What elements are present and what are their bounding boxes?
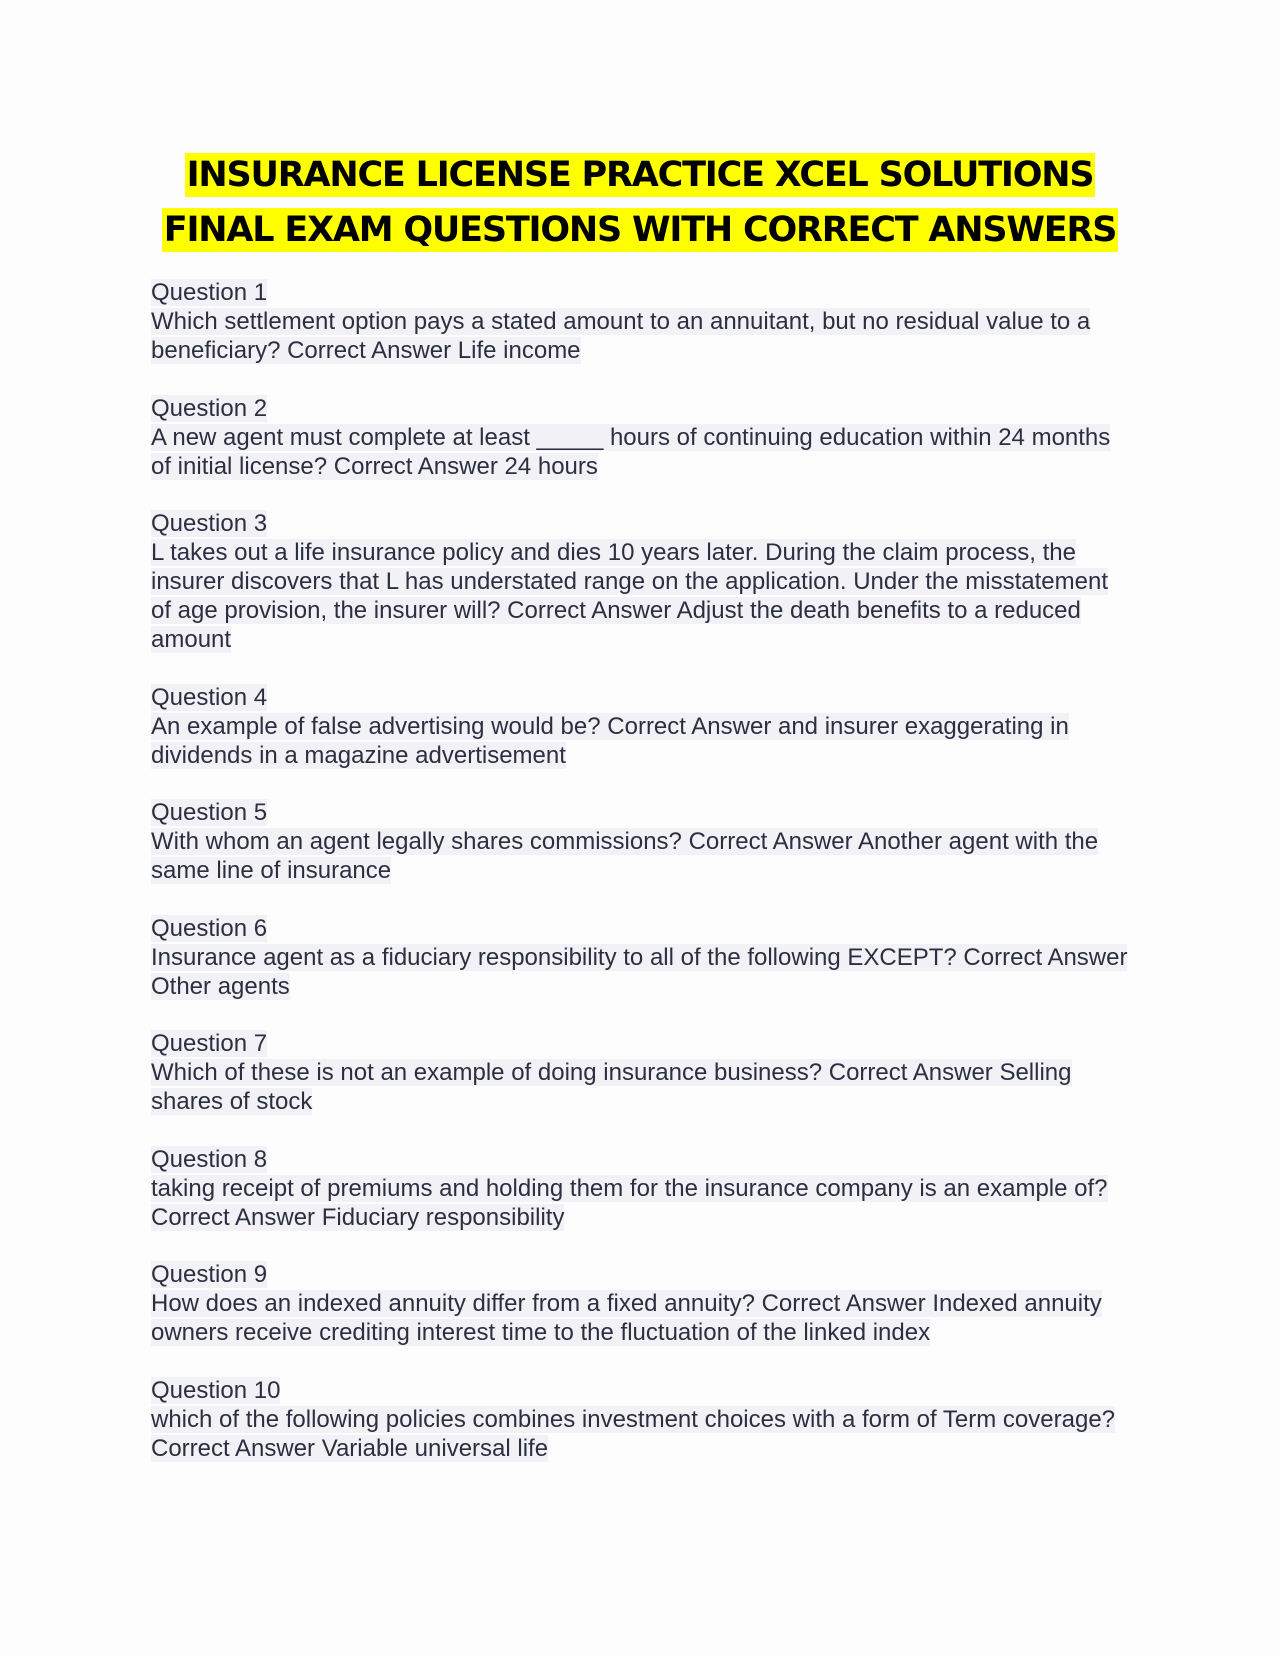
question-label: Question 2 bbox=[151, 394, 268, 422]
question-text: which of the following policies combines investment choices with a form of Term coverage? Correct Answer Variable universal life bbox=[151, 1405, 1116, 1462]
question-label: Question 6 bbox=[151, 914, 268, 942]
question-text: Insurance agent as a fiduciary responsibility to all of the following EXCEPT? Correct Answer Other agents bbox=[151, 943, 1128, 1000]
question-item-2 bbox=[151, 394, 1131, 481]
document-title: INSURANCE LICENSE PRACTICE XCEL SOLUTIONS FINAL EXAM QUESTIONS WITH CORRECT ANSWERS bbox=[163, 155, 1117, 250]
question-list bbox=[151, 278, 1131, 1491]
question-label: Question 8 bbox=[151, 1145, 268, 1173]
question-item-6 bbox=[151, 914, 1131, 1001]
question-text: How does an indexed annuity differ from a fixed annuity? Correct Answer Indexed annuity owners receive crediting interest time to the fluctuation of the linked index bbox=[151, 1290, 1102, 1346]
question-item-9 bbox=[151, 1260, 1131, 1347]
question-label: Question 5 bbox=[151, 799, 268, 826]
question-text: A new agent must complete at least _____ hours of continuing education within 24 months of initial license? Correct Answer 24 hours bbox=[151, 423, 1111, 480]
question-label: Question 9 bbox=[151, 1261, 268, 1288]
question-text: L takes out a life insurance policy and dies 10 years later. During the claim process, the insurer discovers that L has understated range on the application. Under the misstatement of age provision, the insurer will? Correct Answer Adjust the death benefits to a reduced amount bbox=[151, 539, 1108, 653]
question-text: Which settlement option pays a stated amount to an annuitant, but no residual value to a beneficiary? Correct Answer Life income bbox=[151, 308, 1091, 364]
question-item-3 bbox=[151, 509, 1131, 654]
question-text: Which of these is not an example of doing insurance business? Correct Answer Selling shares of stock bbox=[151, 1059, 1072, 1115]
question-label: Question 3 bbox=[151, 510, 268, 537]
question-label: Question 4 bbox=[151, 683, 268, 711]
question-item-8 bbox=[151, 1145, 1131, 1232]
question-item-4 bbox=[151, 683, 1131, 770]
question-label: Question 7 bbox=[151, 1030, 268, 1057]
question-item-1 bbox=[151, 278, 1131, 365]
document-title-block bbox=[140, 148, 1140, 258]
question-item-7 bbox=[151, 1029, 1131, 1116]
question-label: Question 10 bbox=[151, 1376, 281, 1404]
question-text: An example of false advertising would be? Correct Answer and insurer exaggerating in dividends in a magazine advertisement bbox=[151, 712, 1069, 769]
question-text: taking receipt of premiums and holding them for the insurance company is an example of? Correct Answer Fiduciary responsibility bbox=[151, 1174, 1108, 1231]
question-item-5 bbox=[151, 798, 1131, 885]
question-label: Question 1 bbox=[151, 279, 268, 306]
question-text: With whom an agent legally shares commissions? Correct Answer Another agent with the same line of insurance bbox=[151, 828, 1099, 884]
question-item-10 bbox=[151, 1376, 1131, 1463]
